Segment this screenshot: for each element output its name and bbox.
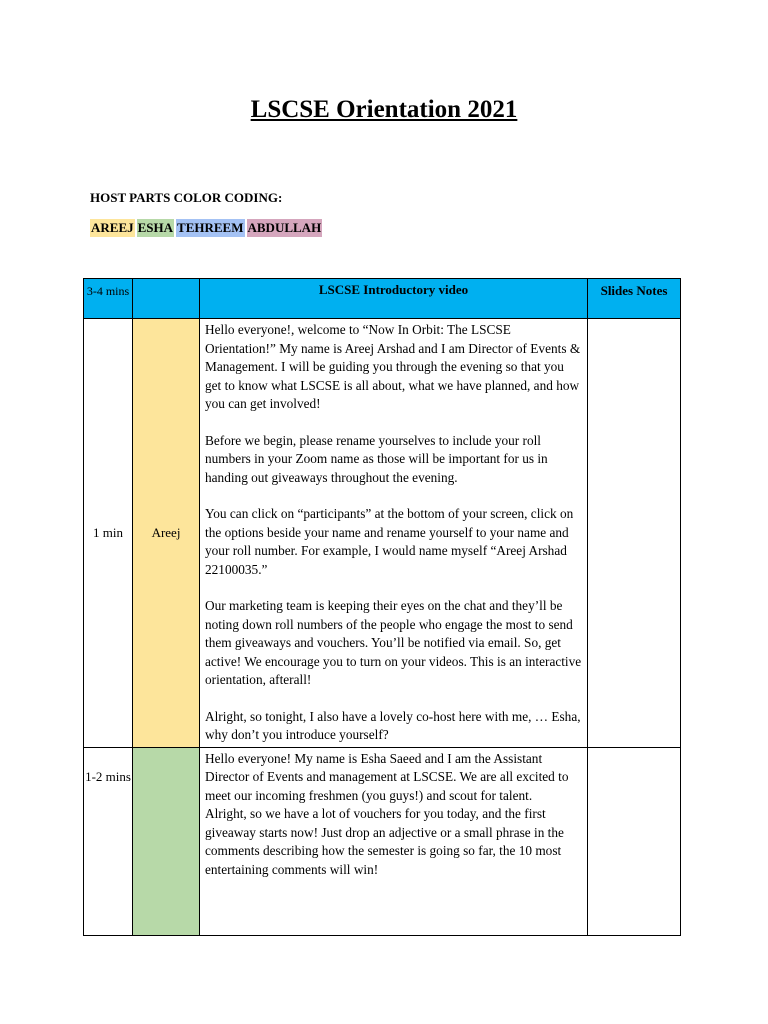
header-time: 3-4 mins: [84, 279, 133, 319]
host-color-legend: [90, 219, 324, 237]
table-header-row: [84, 279, 681, 319]
host-tag-esha: ESHA: [137, 220, 174, 235]
host-tag-tehreem: TEHREEM: [177, 220, 244, 235]
row-notes: [588, 747, 681, 935]
script-paragraph: You can click on “participants” at the bottom of your screen, click on the options beside your name and rename yourself to your name and your roll number. For example, I would name myself “Areej Arshad 22100035.”: [205, 506, 574, 577]
script-paragraph: Our marketing team is keeping their eyes on the chat and they’ll be noting down roll numbers of the people who engage the most to send them giveaways and vouchers. You’ll be notified via email. So, get active! We encourage you to turn on your videos. This is an interactive orientation, afterall!: [205, 598, 582, 687]
host-tag-abdullah: ABDULLAH: [247, 220, 322, 235]
script-paragraph: Hello everyone! My name is Esha Saeed and I am the Assistant Director of Events and management at LSCSE. We are all excited to meet our incoming freshmen (you guys!) and scout for talent.: [205, 750, 569, 803]
header-segment-title: LSCSE Introductory video: [200, 279, 588, 319]
page-title: LSCSE Orientation 2021: [250, 96, 518, 123]
script-table: [83, 278, 681, 936]
row-time: 1 min: [84, 319, 133, 748]
script-paragraph: Before we begin, please rename yourselves to include your roll numbers in your Zoom name as those will be important for us in handing out giveaways throughout the evening.: [205, 432, 548, 485]
script-paragraph: Hello everyone!, welcome to “Now In Orbit: The LSCSE Orientation!” My name is Areej Arshad and I am Director of Events & Management. I will be guiding you through the evening so that you get to know what LSCSE is all about, what we have planned, and how you can get involved!: [205, 322, 581, 411]
row-host: [133, 747, 200, 935]
row-host: Areej: [133, 319, 200, 748]
host-tag-areej: AREEJ: [91, 220, 134, 235]
row-script: [200, 747, 588, 935]
row-notes: [588, 319, 681, 748]
script-paragraph: Alright, so tonight, I also have a lovely co-host here with me, … Esha, why don’t you introduce yourself?: [205, 708, 581, 742]
table-row: [84, 319, 681, 748]
header-slides-notes: Slides Notes: [588, 279, 681, 319]
script-paragraph: Alright, so we have a lot of vouchers for you today, and the first giveaway starts now! Just drop an adjective or a small phrase in the comments describing how the semester is going so far, the 10 most entertaining comments will win!: [205, 806, 564, 877]
row-script: [200, 319, 588, 748]
header-host: [133, 279, 200, 319]
table-row: [84, 747, 681, 935]
row-time: 1-2 mins: [84, 747, 133, 935]
color-coding-heading: HOST PARTS COLOR CODING:: [90, 190, 283, 205]
